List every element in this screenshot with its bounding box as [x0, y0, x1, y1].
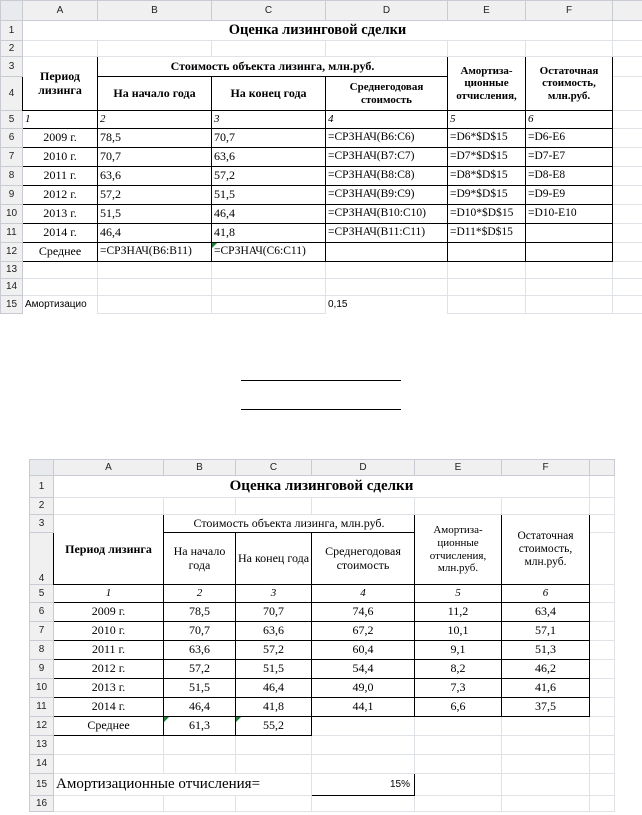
row-header[interactable]: 7 — [1, 148, 23, 167]
amort-value-cell[interactable]: 10,1 — [415, 622, 502, 641]
avg-value-cell[interactable]: 49,0 — [312, 679, 415, 698]
avg-formula-cell[interactable]: =СРЗНАЧ(B11:C11) — [326, 224, 448, 243]
row-header[interactable]: 9 — [1, 186, 23, 205]
row-header[interactable]: 4 — [30, 533, 54, 585]
end-value-cell[interactable]: 57,2 — [212, 167, 326, 186]
end-value-cell[interactable]: 51,5 — [212, 186, 326, 205]
row-header[interactable]: 11 — [1, 224, 23, 243]
col-number-cell[interactable]: 6 — [502, 585, 590, 603]
end-header-cell[interactable]: На конец года — [212, 77, 326, 111]
row-header[interactable]: 14 — [30, 755, 54, 774]
amort-formula-cell[interactable]: =D11*$D$15 — [448, 224, 526, 243]
residual-value-cell[interactable]: 57,1 — [502, 622, 590, 641]
amort-value-cell[interactable]: 6,6 — [415, 698, 502, 717]
period-header-cell[interactable]: Период лизинга — [54, 515, 164, 585]
amort-rate-cell[interactable]: 0,15 — [328, 299, 348, 310]
period-cell[interactable]: 2010 г. — [54, 622, 164, 641]
start-value-cell[interactable]: 46,4 — [98, 224, 212, 243]
avg-value-cell[interactable]: 54,4 — [312, 660, 415, 679]
row-header[interactable]: 2 — [1, 41, 23, 57]
amort-formula-cell[interactable]: =D7*$D$15 — [448, 148, 526, 167]
row-header[interactable]: 6 — [30, 603, 54, 622]
column-header-extra[interactable] — [613, 1, 642, 21]
row-header[interactable]: 2 — [30, 498, 54, 515]
end-value-cell[interactable]: 63,6 — [212, 148, 326, 167]
avg-formula-cell[interactable]: =СРЗНАЧ(B7:C7) — [326, 148, 448, 167]
end-value-cell[interactable]: 70,7 — [236, 603, 312, 622]
end-value-cell[interactable]: 70,7 — [212, 129, 326, 148]
column-header-c[interactable]: C — [236, 460, 312, 476]
residual-formula-cell[interactable]: =D8-E8 — [526, 167, 613, 186]
col-number-cell[interactable]: 2 — [98, 111, 212, 129]
period-cell[interactable]: 2010 г. — [23, 148, 98, 167]
amort-formula-cell[interactable]: =D10*$D$15 — [448, 205, 526, 224]
sheet-title-cell[interactable]: Оценка лизинговой сделки — [23, 21, 613, 41]
avg-formula-cell[interactable]: =СРЗНАЧ(B8:C8) — [326, 167, 448, 186]
row-header[interactable]: 11 — [30, 698, 54, 717]
row-header[interactable]: 1 — [1, 21, 23, 41]
empty-cell[interactable] — [448, 243, 526, 262]
row-header[interactable]: 14 — [1, 279, 23, 296]
cost-header-cell[interactable]: Стоимость объекта лизинга, млн.руб. — [164, 515, 415, 533]
col-number-cell[interactable]: 6 — [526, 111, 613, 129]
end-value-cell[interactable]: 51,5 — [236, 660, 312, 679]
row-header[interactable]: 4 — [1, 77, 23, 111]
column-header-extra[interactable] — [590, 460, 615, 476]
average-start-formula-cell[interactable]: =СРЗНАЧ(B6:B11) — [98, 243, 212, 262]
avg-formula-cell[interactable]: =СРЗНАЧ(B6:C6) — [326, 129, 448, 148]
residual-formula-cell[interactable]: =D9-E9 — [526, 186, 613, 205]
select-all-corner[interactable] — [30, 460, 54, 476]
avg-value-cell[interactable]: 67,2 — [312, 622, 415, 641]
residual-value-cell[interactable]: 41,6 — [502, 679, 590, 698]
amort-value-cell[interactable]: 9,1 — [415, 641, 502, 660]
amort-label-cell[interactable]: Амортизацио — [25, 299, 87, 310]
blank-answer-line — [241, 380, 401, 381]
avg-value-cell[interactable]: 44,1 — [312, 698, 415, 717]
values-sheet — [29, 459, 615, 812]
period-cell[interactable]: 2009 г. — [23, 129, 98, 148]
column-header-d[interactable]: D — [326, 1, 448, 21]
row-header[interactable]: 3 — [30, 515, 54, 533]
period-cell[interactable]: 2011 г. — [54, 641, 164, 660]
start-value-cell[interactable]: 57,2 — [98, 186, 212, 205]
column-header-f[interactable]: F — [526, 1, 613, 21]
amort-formula-cell[interactable]: =D9*$D$15 — [448, 186, 526, 205]
column-header-b[interactable]: B — [98, 1, 212, 21]
avg-formula-cell[interactable]: =СРЗНАЧ(B10:C10) — [326, 205, 448, 224]
column-header-e[interactable]: E — [448, 1, 526, 21]
residual-header-cell[interactable]: Остаточная стоимость, млн.руб. — [502, 515, 590, 585]
row-header[interactable]: 10 — [1, 205, 23, 224]
row-header[interactable]: 1 — [30, 476, 54, 498]
col-number-cell[interactable]: 3 — [212, 111, 326, 129]
residual-value-cell[interactable]: 37,5 — [502, 698, 590, 717]
row-header[interactable]: 15 — [1, 296, 23, 314]
start-value-cell[interactable]: 70,7 — [164, 622, 236, 641]
row-header[interactable]: 12 — [30, 717, 54, 736]
start-value-cell[interactable]: 70,7 — [98, 148, 212, 167]
residual-value-cell[interactable]: 63,4 — [502, 603, 590, 622]
column-header-a[interactable]: A — [23, 1, 98, 21]
start-value-cell[interactable]: 51,5 — [164, 679, 236, 698]
empty-cell[interactable] — [526, 243, 613, 262]
period-cell[interactable]: 2011 г. — [23, 167, 98, 186]
avg-formula-cell[interactable]: =СРЗНАЧ(B9:C9) — [326, 186, 448, 205]
start-header-cell[interactable]: На начало года — [98, 77, 212, 111]
avg-header-cell[interactable]: Среднегодовая стоимость — [326, 77, 448, 111]
row-header[interactable]: 8 — [1, 167, 23, 186]
col-number-cell[interactable]: 1 — [23, 111, 98, 129]
col-number-cell[interactable]: 4 — [312, 585, 415, 603]
amort-header-cell[interactable]: Амортиза-ционные отчисления, млн.руб. — [415, 515, 502, 585]
start-value-cell[interactable]: 63,6 — [164, 641, 236, 660]
row-header[interactable]: 13 — [1, 262, 23, 279]
column-header-a[interactable]: A — [54, 460, 164, 476]
start-header-cell[interactable]: На начало года — [164, 533, 236, 585]
row-header[interactable]: 13 — [30, 736, 54, 755]
empty-cell[interactable] — [326, 243, 448, 262]
end-value-cell[interactable]: 41,8 — [236, 698, 312, 717]
col-number-cell[interactable]: 3 — [236, 585, 312, 603]
period-cell[interactable]: 2012 г. — [23, 186, 98, 205]
average-end-cell[interactable]: 55,2 — [236, 717, 312, 736]
row-header[interactable]: 9 — [30, 660, 54, 679]
residual-formula-cell[interactable]: =D10-E10 — [526, 205, 613, 224]
residual-formula-cell[interactable]: =D7-E7 — [526, 148, 613, 167]
end-value-cell[interactable]: 63,6 — [236, 622, 312, 641]
period-cell[interactable]: 2014 г. — [23, 224, 98, 243]
blank-answer-line — [241, 409, 401, 410]
col-number-cell[interactable]: 1 — [54, 585, 164, 603]
sheet-title-cell[interactable]: Оценка лизинговой сделки — [54, 476, 590, 498]
col-number-cell[interactable]: 5 — [415, 585, 502, 603]
period-cell[interactable]: 2014 г. — [54, 698, 164, 717]
amort-formula-cell[interactable]: =D8*$D$15 — [448, 167, 526, 186]
avg-header-cell[interactable]: Среднегодовая стоимость — [312, 533, 415, 585]
amort-rate-cell[interactable]: 15% — [312, 774, 415, 796]
start-value-cell[interactable]: 63,6 — [98, 167, 212, 186]
row-header[interactable]: 6 — [1, 129, 23, 148]
column-header-d[interactable]: D — [312, 460, 415, 476]
column-header-e[interactable]: E — [415, 460, 502, 476]
amort-value-cell[interactable]: 11,2 — [415, 603, 502, 622]
row-header[interactable]: 15 — [30, 774, 54, 796]
period-cell[interactable]: 2009 г. — [54, 603, 164, 622]
end-value-cell[interactable]: 46,4 — [236, 679, 312, 698]
residual-value-cell[interactable]: 51,3 — [502, 641, 590, 660]
formula-sheet — [0, 0, 642, 314]
column-header-f[interactable]: F — [502, 460, 590, 476]
start-value-cell[interactable]: 78,5 — [164, 603, 236, 622]
start-value-cell[interactable]: 78,5 — [98, 129, 212, 148]
row-header[interactable]: 5 — [1, 111, 23, 129]
start-value-cell[interactable]: 57,2 — [164, 660, 236, 679]
amort-label-cell[interactable]: Амортизационные отчисления= — [54, 774, 312, 796]
residual-formula-cell[interactable] — [526, 224, 613, 243]
avg-value-cell[interactable]: 74,6 — [312, 603, 415, 622]
row-header[interactable]: 8 — [30, 641, 54, 660]
row-header[interactable]: 7 — [30, 622, 54, 641]
period-cell[interactable]: 2013 г. — [54, 679, 164, 698]
amort-value-cell[interactable]: 8,2 — [415, 660, 502, 679]
row-header[interactable]: 5 — [30, 585, 54, 603]
average-start-cell[interactable]: 61,3 — [164, 717, 236, 736]
select-all-corner[interactable] — [1, 1, 23, 21]
average-label-cell[interactable]: Среднее — [54, 717, 164, 736]
cost-header-cell[interactable]: Стоимость объекта лизинга, млн.руб. — [98, 57, 448, 77]
col-number-cell[interactable]: 5 — [448, 111, 526, 129]
col-number-cell[interactable]: 2 — [164, 585, 236, 603]
avg-value-cell[interactable]: 60,4 — [312, 641, 415, 660]
row-header[interactable]: 3 — [1, 57, 23, 77]
row-header[interactable]: 12 — [1, 243, 23, 262]
period-cell[interactable]: 2013 г. — [23, 205, 98, 224]
start-value-cell[interactable]: 51,5 — [98, 205, 212, 224]
residual-formula-cell[interactable]: =D6-E6 — [526, 129, 613, 148]
amort-formula-cell[interactable]: =D6*$D$15 — [448, 129, 526, 148]
end-value-cell[interactable]: 57,2 — [236, 641, 312, 660]
end-value-cell[interactable]: 46,4 — [212, 205, 326, 224]
amort-header-cell[interactable]: Амортиза-ционные отчисления, — [448, 57, 526, 111]
column-header-c[interactable]: C — [212, 1, 326, 21]
residual-header-cell[interactable]: Остаточная стоимость, млн.руб. — [526, 57, 613, 111]
end-value-cell[interactable]: 41,8 — [212, 224, 326, 243]
period-header-cell[interactable]: Период лизинга — [23, 57, 98, 111]
period-cell[interactable]: 2012 г. — [54, 660, 164, 679]
amort-value-cell[interactable]: 7,3 — [415, 679, 502, 698]
average-label-cell[interactable]: Среднее — [23, 243, 98, 262]
residual-value-cell[interactable]: 46,2 — [502, 660, 590, 679]
end-header-cell[interactable]: На конец года — [236, 533, 312, 585]
row-header[interactable]: 16 — [30, 796, 54, 812]
average-end-formula-cell[interactable]: =СРЗНАЧ(C6:C11) — [212, 243, 326, 262]
start-value-cell[interactable]: 46,4 — [164, 698, 236, 717]
row-header[interactable]: 10 — [30, 679, 54, 698]
column-header-b[interactable]: B — [164, 460, 236, 476]
col-number-cell[interactable]: 4 — [326, 111, 448, 129]
